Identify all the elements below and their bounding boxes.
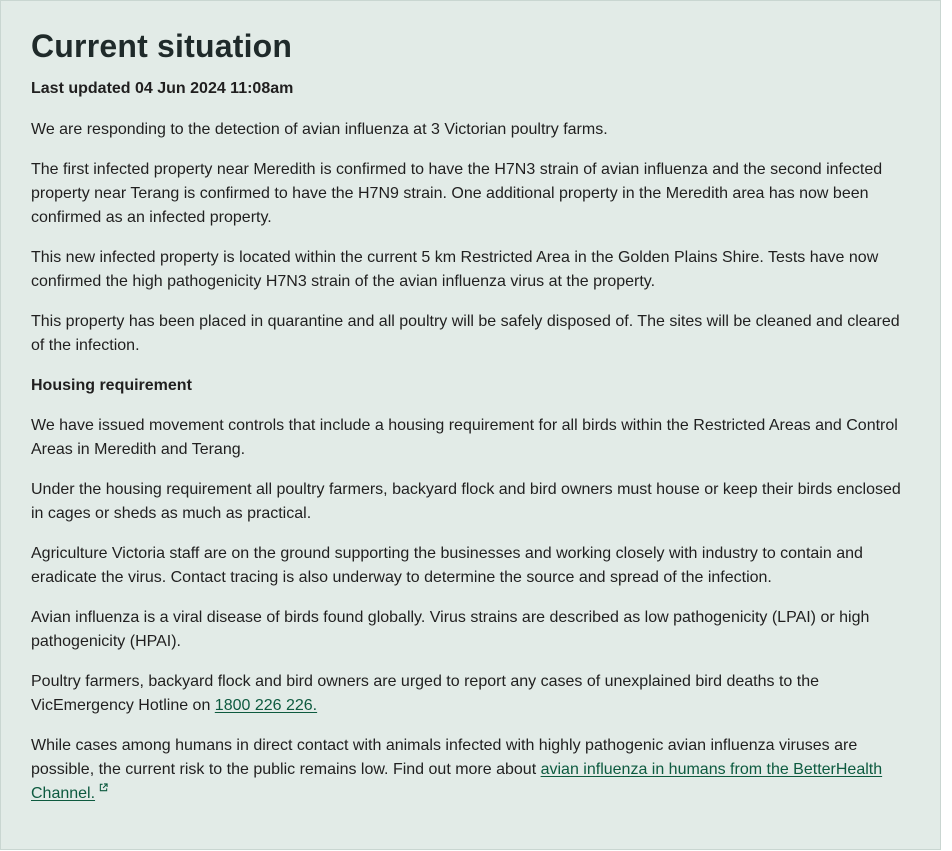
last-updated: Last updated 04 Jun 2024 11:08am <box>31 80 294 97</box>
hotline-phone-link[interactable]: 1800 226 226. <box>214 697 318 714</box>
page-title: Current situation <box>31 28 293 64</box>
paragraph-report-deaths <box>31 670 910 718</box>
paragraph-staff-support: Agriculture Victoria staff are on the ground supporting the businesses and working closely with industry to contain and eradicate the virus. Contact tracing is also underway to determine the source and spread of the infection. <box>31 545 863 586</box>
paragraph-movement-controls: We have issued movement controls that include a housing requirement for all birds within the Restricted Areas and Control Areas in Meredith and Terang. <box>31 417 898 458</box>
human-risk-text: While cases among humans in direct contact with animals infected with highly pathogenic avian influenza viruses are possible, the current risk to the public remains low. Find out more about <box>31 737 858 778</box>
report-deaths-text: Poultry farmers, backyard flock and bird owners are urged to report any cases of unexplained bird deaths to the VicEmergency Hotline on <box>31 673 819 714</box>
paragraph-detection: We are responding to the detection of avian influenza at 3 Victorian poultry farms. <box>31 121 608 138</box>
paragraph-disease-info: Avian influenza is a viral disease of birds found globally. Virus strains are described as low pathogenicity (LPAI) or high pathogenicity (HPAI). <box>31 609 870 650</box>
paragraph-human-risk <box>31 734 910 806</box>
paragraph-infected-properties: The first infected property near Meredith is confirmed to have the H7N3 strain of avian influenza and the second infected property near Terang is confirmed to have the H7N9 strain. One additional property in the Meredith area has now been confirmed as an infected property. <box>31 161 883 226</box>
betterhealth-link-label: avian influenza in humans from the BetterHealth Channel. <box>31 761 883 802</box>
housing-requirement-heading: Housing requirement <box>31 377 192 394</box>
paragraph-new-property: This new infected property is located within the current 5 km Restricted Area in the Golden Plains Shire. Tests have now confirmed the high pathogenicity H7N3 strain of the avian influenza virus at the property. <box>31 249 879 290</box>
paragraph-quarantine: This property has been placed in quarantine and all poultry will be safely disposed of. The sites will be cleaned and cleared of the infection. <box>31 313 900 354</box>
paragraph-housing-rules: Under the housing requirement all poultry farmers, backyard flock and bird owners must house or keep their birds enclosed in cages or sheds as much as practical. <box>31 481 901 522</box>
external-link-icon <box>99 783 108 792</box>
